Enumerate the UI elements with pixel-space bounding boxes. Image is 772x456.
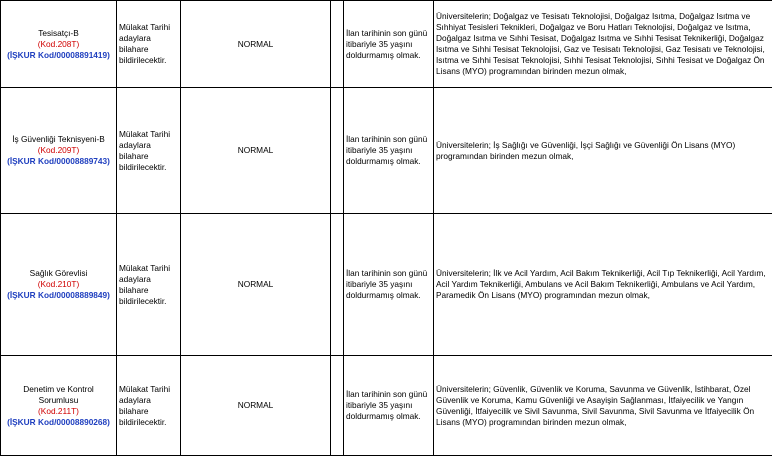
position-title: Tesisatçı-B: [3, 28, 114, 39]
recruitment-type-cell: NORMAL: [181, 356, 331, 456]
table-row: [1, 214, 772, 356]
age-requirement-cell: İlan tarihinin son günü itibariyle 35 yaşını doldurmamış olmak.: [344, 1, 434, 88]
table-row: [1, 356, 772, 456]
position-cell: [1, 356, 117, 456]
education-requirement-cell: Üniversitelerin; Güvenlik, Güvenlik ve Koruma, Savunma ve Güvenlik, İstihbarat, Özel Güvenlik ve Koruma, Kamu Güvenliği ve Asayişin Sağlanması, İtfaiyecilik ve Yangın Güvenliği, İtfaiyecilik ve Sivil Savunma, Sivil Savunma, Sivil Savunma ve İtfaiyecilik Ön Lisans (MYO) programından birinden mezun olmak,: [434, 356, 772, 456]
position-code: (Kod.208T): [3, 39, 114, 50]
iskur-code: (İŞKUR Kod/00008889849): [3, 290, 114, 301]
iskur-code: (İŞKUR Kod/00008889743): [3, 156, 114, 167]
position-code: (Kod.210T): [3, 279, 114, 290]
position-cell: [1, 88, 117, 214]
table-row: [1, 1, 772, 88]
interview-date-cell: Mülakat Tarihi adaylara bilahare bildirilecektir.: [117, 88, 181, 214]
interview-date-cell: Mülakat Tarihi adaylara bilahare bildirilecektir.: [117, 214, 181, 356]
empty-cell: [331, 1, 344, 88]
age-requirement-cell: İlan tarihinin son günü itibariyle 35 yaşını doldurmamış olmak.: [344, 356, 434, 456]
position-code: (Kod.209T): [3, 145, 114, 156]
position-title: Denetim ve Kontrol Sorumlusu: [3, 384, 114, 406]
position-cell: [1, 1, 117, 88]
position-cell: [1, 214, 117, 356]
iskur-code: (İŞKUR Kod/00008890268): [3, 417, 114, 428]
recruitment-type-cell: NORMAL: [181, 88, 331, 214]
empty-cell: [331, 214, 344, 356]
interview-date-cell: Mülakat Tarihi adaylara bilahare bildirilecektir.: [117, 356, 181, 456]
table-row: [1, 88, 772, 214]
position-title: İş Güvenliği Teknisyeni-B: [3, 134, 114, 145]
age-requirement-cell: İlan tarihinin son günü itibariyle 35 yaşını doldurmamış olmak.: [344, 214, 434, 356]
education-requirement-cell: Üniversitelerin; İş Sağlığı ve Güvenliği, İşçi Sağlığı ve Güvenliği Ön Lisans (MYO) programından birinden mezun olmak,: [434, 88, 772, 214]
interview-date-cell: Mülakat Tarihi adaylara bilahare bildirilecektir.: [117, 1, 181, 88]
position-code: (Kod.211T): [3, 406, 114, 417]
age-requirement-cell: İlan tarihinin son günü itibariyle 35 yaşını doldurmamış olmak.: [344, 88, 434, 214]
empty-cell: [331, 356, 344, 456]
recruitment-type-cell: NORMAL: [181, 214, 331, 356]
iskur-code: (İŞKUR Kod/00008891419): [3, 50, 114, 61]
empty-cell: [331, 88, 344, 214]
recruitment-type-cell: NORMAL: [181, 1, 331, 88]
education-requirement-cell: Üniversitelerin; Doğalgaz ve Tesisatı Teknolojisi, Doğalgaz Isıtma, Doğalgaz Isıtma ve Sıhhiyat Tesisleri Teknikleri, Doğalgaz ve Boru Hatları Teknolojisi, Doğalgaz ve Isıtma, Doğalgaz Isıtma ve Sıhhi Tesisat, Doğalgaz Isıtma ve Sıhhi Tesisat Teknikerliği, Doğalgaz Isıtma ve Sıhhi Tesisat Teknolojisi, Gaz ve Tesisatı Teknolojisi, Gaz Tesisatı ve Teknolojisi, Isıtma ve Sıhhi Tesisat Teknolojisi, Sıhhi Tesisat Teknolojisi, Sıhhi Tesisat ve Doğalgaz Ön Lisans (MYO) programından birinden mezun olmak,: [434, 1, 772, 88]
education-requirement-cell: Üniversitelerin; İlk ve Acil Yardım, Acil Bakım Teknikerliği, Acil Tıp Teknikerliği, Acil Yardım, Acil Yardım Teknikerliği, Ambulans ve Acil Bakım Teknikerliği, Ambulans ve Acil Yardım, Paramedik Ön Lisans (MYO) programından mezun olmak,: [434, 214, 772, 356]
position-title: Sağlık Görevlisi: [3, 268, 114, 279]
